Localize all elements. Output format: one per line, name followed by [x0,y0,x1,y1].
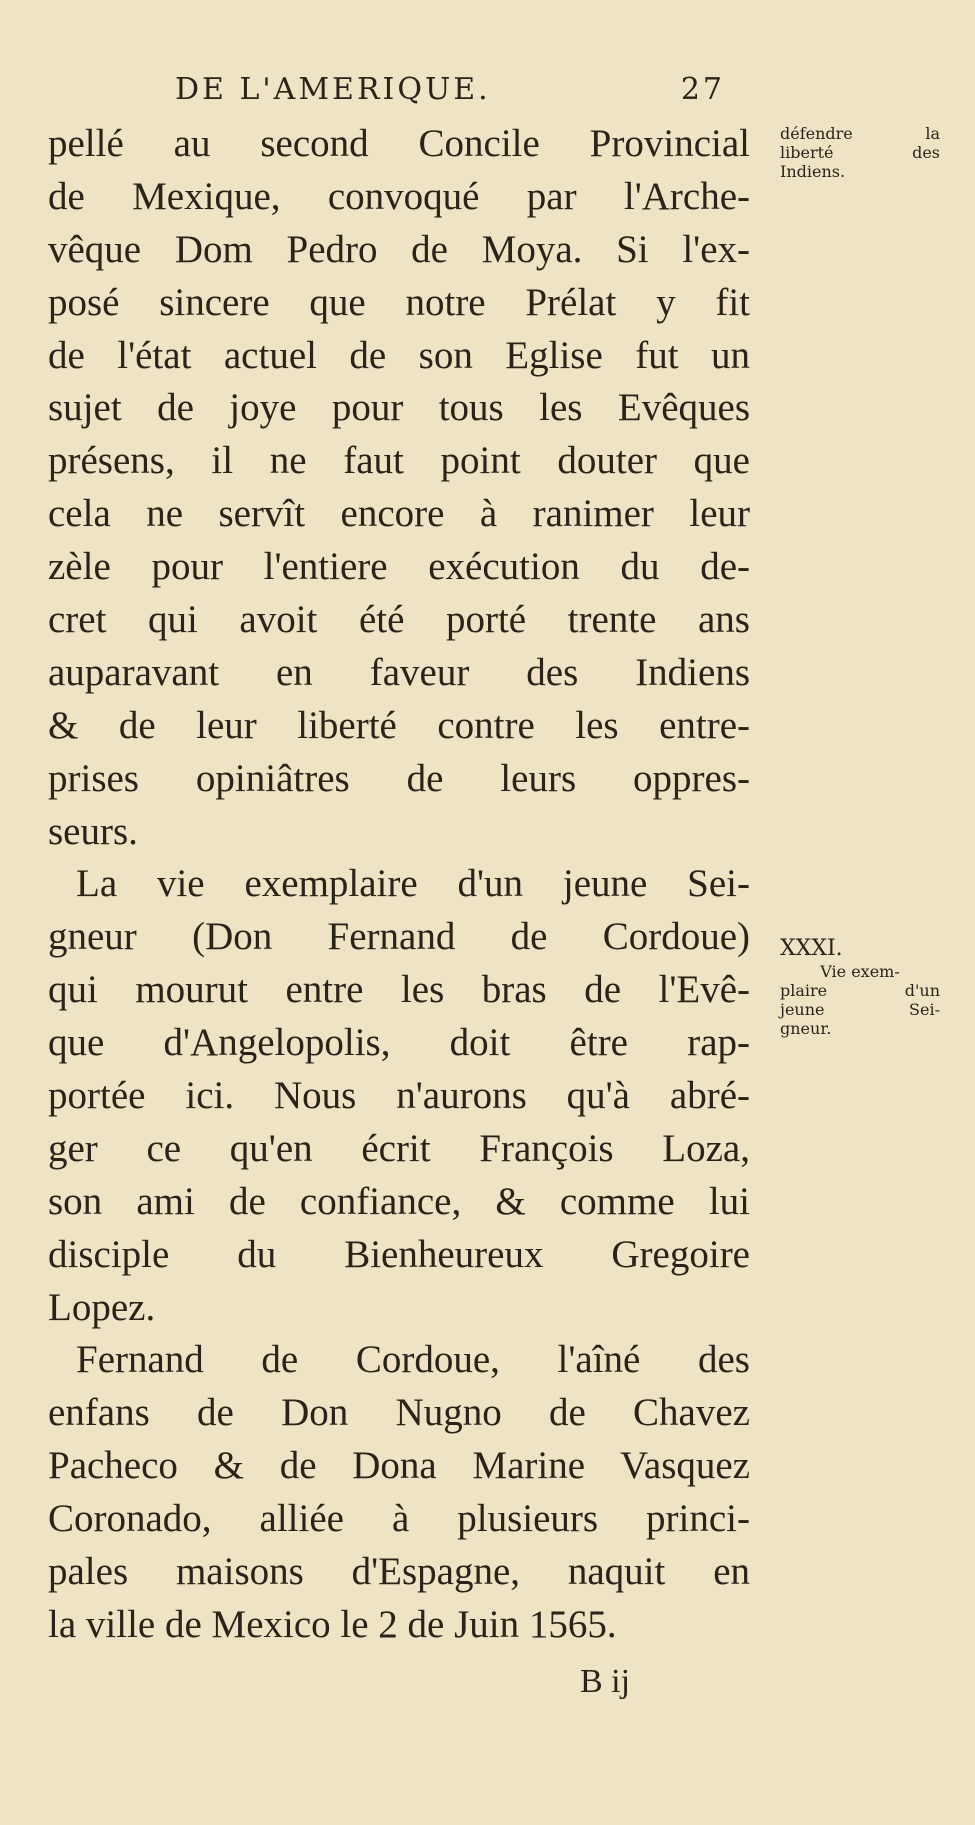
section-number: XXXI. [780,936,843,961]
text-line: la ville de Mexico le 2 de Juin 1565. [48,1602,617,1646]
text-line: enfans de Don Nugno de Chavez [48,1391,750,1435]
text-line: ger ce qu'en écrit François Loza, [48,1126,750,1170]
running-title: DE L'AMERIQUE. [175,72,491,107]
text-line: son ami de confiance, & comme lui [48,1179,750,1223]
text-line: Lopez. [48,1285,156,1329]
text-line: Pacheco & de Dona Marine Vasquez [48,1444,750,1488]
body-text [48,118,750,1652]
text-line: La vie exemplaire d'un jeune Sei- [76,862,750,906]
text-line: & de leur liberté contre les entre- [48,703,750,747]
text-line: prises opiniâtres de leurs oppres- [48,756,750,800]
margin-note-line: Indiens. [780,162,846,181]
margin-note-line: jeune Sei- [780,1000,940,1019]
margin-note-line: défendre la [780,124,940,143]
text-line: pellé au second Concile Provincial [48,122,750,165]
text-line: portée ici. Nous n'aurons qu'à abré- [48,1074,750,1118]
text-line: vêque Dom Pedro de Moya. Si l'ex- [48,227,750,271]
running-header [175,70,765,110]
text-line: cela ne servît encore à ranimer leur [48,492,750,536]
text-line: sujet de joye pour tous les Evêques [48,386,750,430]
margin-note-line: Vie exem- [820,962,900,981]
text-line: pales maisons d'Espagne, naquit en [48,1550,750,1594]
text-line: zèle pour l'entiere exécution du de- [48,545,750,589]
text-line: cret qui avoit été porté trente ans [48,598,750,642]
text-line: auparavant en faveur des Indiens [48,650,750,694]
text-line: seurs. [48,809,138,853]
text-line: posé sincere que notre Prélat y fit [48,280,750,324]
text-line: Fernand de Cordoue, l'aîné des [76,1338,750,1382]
text-line: présens, il ne faut point douter que [48,439,750,483]
margin-note-liberty [780,124,940,181]
page-number: 27 [680,72,725,107]
margin-note-line: gneur. [780,1019,832,1038]
text-line: de Mexique, convoqué par l'Arche- [48,174,750,218]
text-line: de l'état actuel de son Eglise fut un [48,333,750,377]
text-line: qui mourut entre les bras de l'Evê- [48,968,750,1012]
signature-mark: B ij [580,1663,631,1700]
text-line: Coronado, alliée à plusieurs princi- [48,1497,750,1541]
text-line: gneur (Don Fernand de Cordoue) [48,915,750,959]
text-line: que d'Angelopolis, doit être rap- [48,1021,750,1065]
margin-note-line: plaire d'un [780,981,940,1000]
margin-note-xxxi [780,936,940,1038]
margin-note-line: liberté des [780,143,940,162]
text-line: disciple du Bienheureux Gregoire [48,1232,750,1276]
